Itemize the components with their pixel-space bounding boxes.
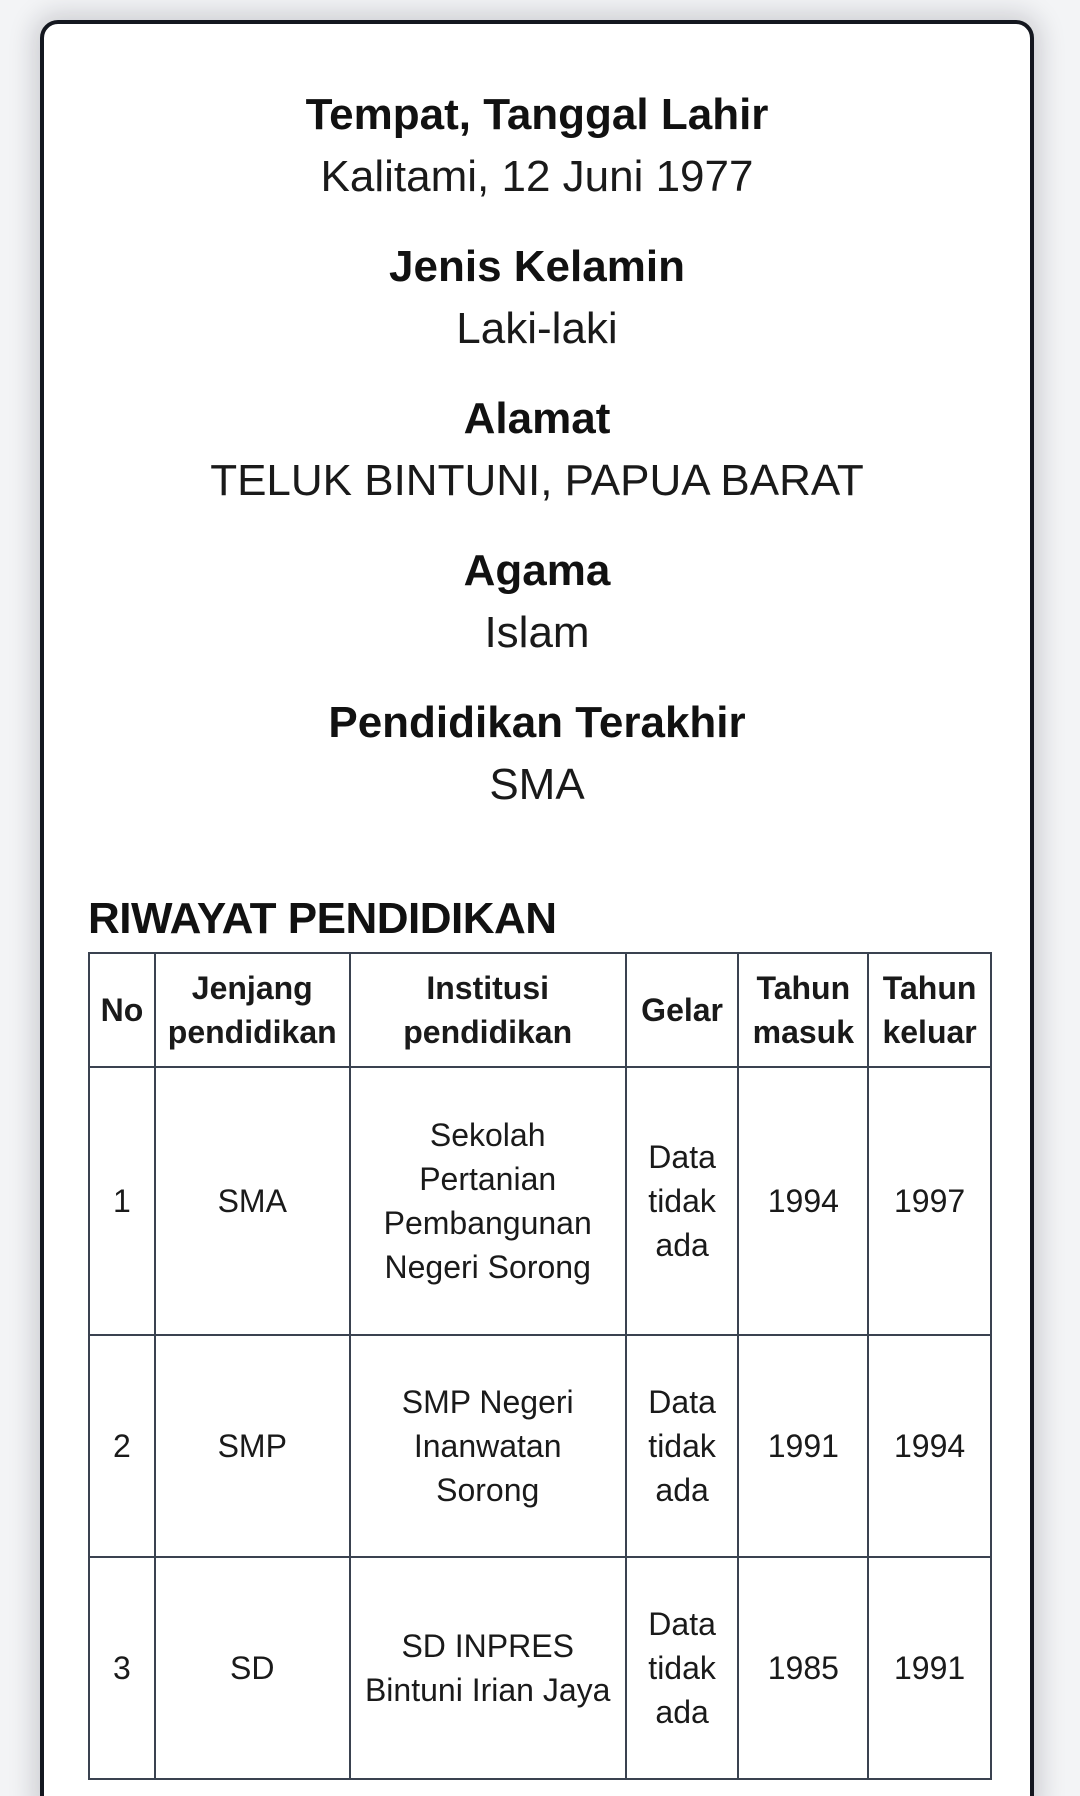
last-education-field <box>44 696 1030 812</box>
degree-line: Data <box>648 1139 716 1175</box>
religion-field <box>44 544 1030 660</box>
header-no: No <box>89 953 155 1067</box>
cell-institution <box>350 1335 626 1557</box>
address-value: TELUK BINTUNI, PAPUA BARAT <box>210 456 864 505</box>
profile-info-list <box>44 88 1030 812</box>
religion-value: Islam <box>484 608 590 657</box>
institution-line: Pertanian <box>419 1161 557 1197</box>
cell-year-in: 1994 <box>738 1067 868 1335</box>
table-header <box>89 953 991 1067</box>
institution-line: Inanwatan <box>413 1428 562 1464</box>
cell-no: 3 <box>89 1557 155 1779</box>
cell-degree <box>626 1067 739 1335</box>
table-body <box>89 1067 991 1779</box>
cell-year-in: 1985 <box>738 1557 868 1779</box>
cell-year-out: 1991 <box>868 1557 991 1779</box>
header-year-in-line1: Tahun <box>756 970 851 1006</box>
cell-degree <box>626 1335 739 1557</box>
header-level-line1: Jenjang <box>191 970 313 1006</box>
header-year-in-line2: masuk <box>752 1014 855 1050</box>
degree-line: tidak <box>648 1650 716 1686</box>
gender-value: Laki-laki <box>456 304 618 353</box>
institution-line: Negeri Sorong <box>384 1249 591 1285</box>
profile-card <box>40 20 1034 1796</box>
header-year-out <box>868 953 991 1067</box>
cell-degree <box>626 1557 739 1779</box>
last-education-value: SMA <box>489 760 585 809</box>
degree-line: Data <box>648 1384 716 1420</box>
institution-line: Bintuni Irian Jaya <box>364 1672 611 1708</box>
cell-year-in: 1991 <box>738 1335 868 1557</box>
degree-line: tidak <box>648 1183 716 1219</box>
cell-level: SD <box>155 1557 350 1779</box>
address-field <box>44 392 1030 508</box>
institution-line: Sekolah <box>429 1117 546 1153</box>
last-education-label: Pendidikan Terakhir <box>328 698 746 747</box>
table-header-row <box>89 953 991 1067</box>
institution-line: SMP Negeri <box>401 1384 574 1420</box>
degree-line: ada <box>655 1472 709 1508</box>
table-row <box>89 1067 991 1335</box>
institution-line: Pembangunan <box>383 1205 592 1241</box>
degree-line: Data <box>648 1606 716 1642</box>
birth-value: Kalitami, 12 Juni 1977 <box>320 152 754 201</box>
header-degree: Gelar <box>626 953 739 1067</box>
header-level-line2: pendidikan <box>167 1014 337 1050</box>
cell-institution <box>350 1067 626 1335</box>
cell-level: SMA <box>155 1067 350 1335</box>
religion-label: Agama <box>463 546 611 595</box>
cell-institution <box>350 1557 626 1779</box>
table-row <box>89 1335 991 1557</box>
degree-line: ada <box>655 1694 709 1730</box>
institution-line: Sorong <box>436 1472 540 1508</box>
cell-level: SMP <box>155 1335 350 1557</box>
cell-year-out: 1994 <box>868 1335 991 1557</box>
header-year-out-line2: keluar <box>882 1014 977 1050</box>
cell-no: 1 <box>89 1067 155 1335</box>
cell-year-out: 1997 <box>868 1067 991 1335</box>
gender-field <box>44 240 1030 356</box>
header-year-in <box>738 953 868 1067</box>
header-institution-line2: pendidikan <box>403 1014 573 1050</box>
education-history-title: RIWAYAT PENDIDIKAN <box>88 894 557 943</box>
gender-label: Jenis Kelamin <box>389 242 685 291</box>
header-year-out-line1: Tahun <box>882 970 977 1006</box>
education-history-table <box>88 952 992 1780</box>
header-institution <box>350 953 626 1067</box>
table-row <box>89 1557 991 1779</box>
header-institution-line1: Institusi <box>426 970 550 1006</box>
address-label: Alamat <box>463 394 611 443</box>
cell-no: 2 <box>89 1335 155 1557</box>
degree-line: ada <box>655 1227 709 1263</box>
institution-line: SD INPRES <box>401 1628 574 1664</box>
birth-label: Tempat, Tanggal Lahir <box>305 90 769 139</box>
header-level <box>155 953 350 1067</box>
degree-line: tidak <box>648 1428 716 1464</box>
birth-field <box>44 88 1030 204</box>
